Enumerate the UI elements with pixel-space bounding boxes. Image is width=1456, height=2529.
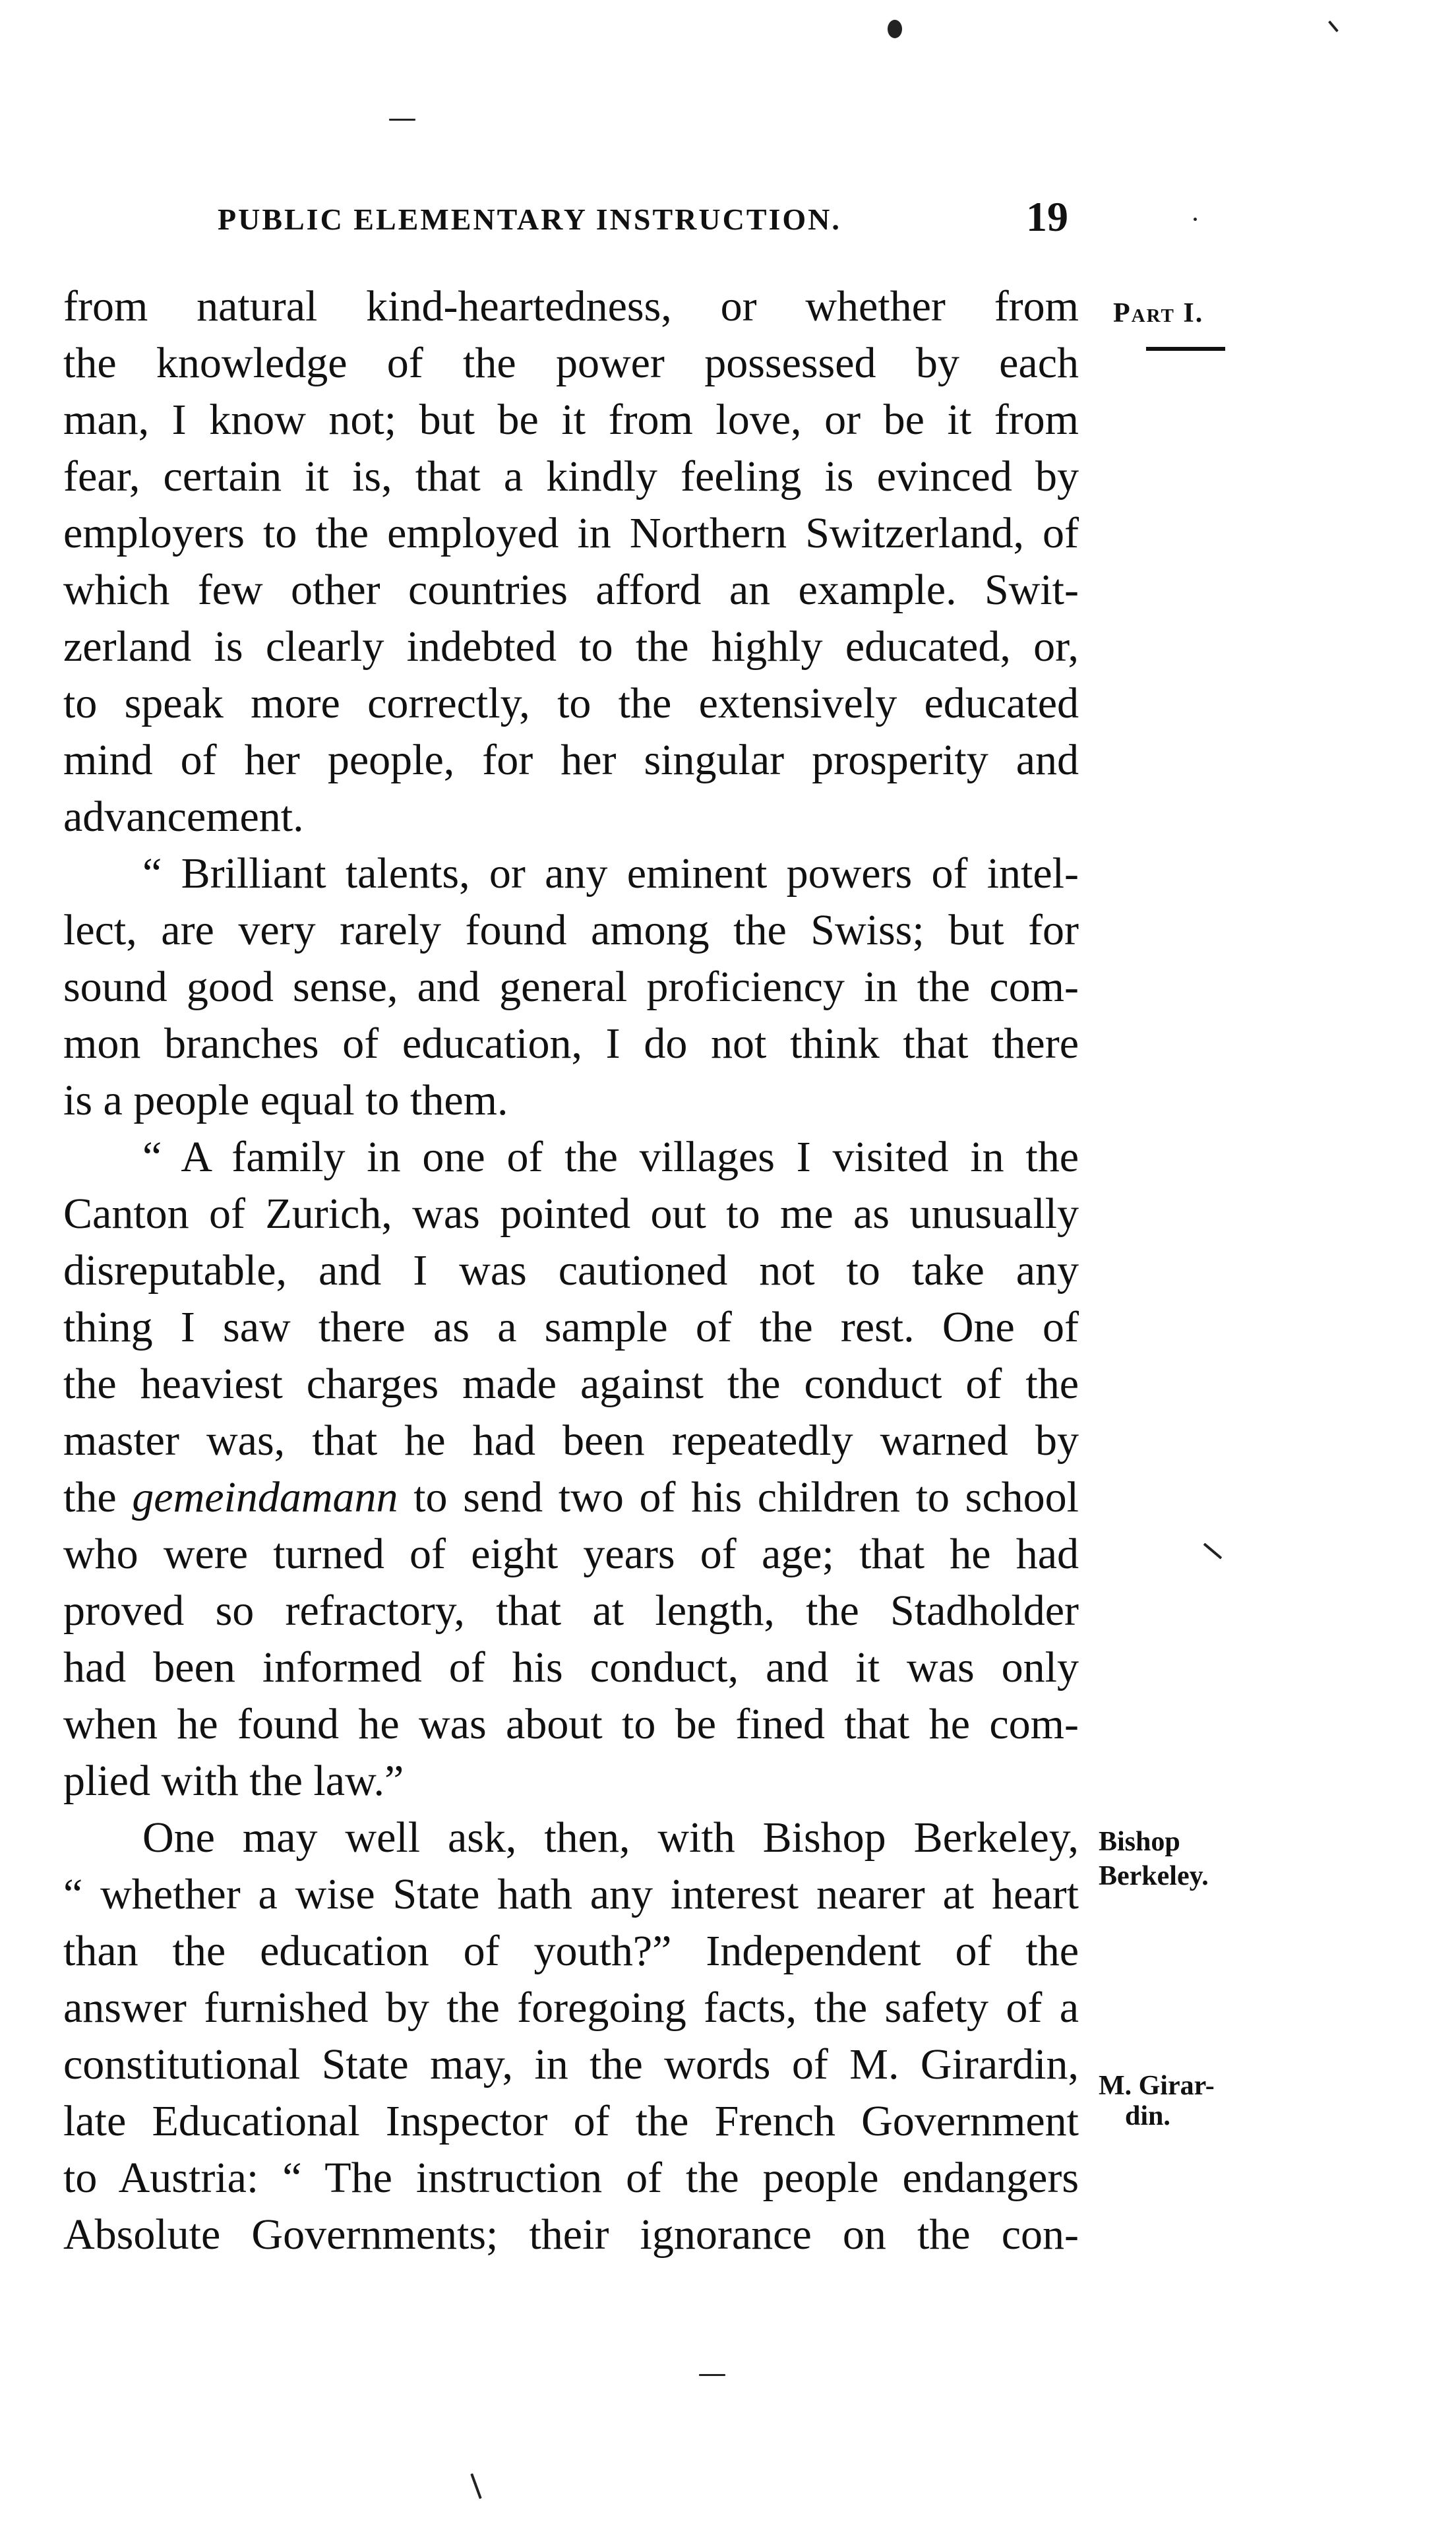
text-line: advancement. xyxy=(63,793,304,841)
text-line: answer furnished by the foregoing facts, the safety of a xyxy=(63,1984,1079,2032)
page-number: 19 xyxy=(1026,193,1068,240)
scan-speck xyxy=(1203,1543,1223,1560)
margin-note-girardin-line2: din. xyxy=(1125,2101,1170,2131)
text-line: is a people equal to them. xyxy=(63,1076,508,1124)
text-line: constitutional State may, in the words of M. Girardin, xyxy=(63,2040,1079,2088)
text-line: “ A family in one of the villages I visited in the xyxy=(142,1133,1079,1181)
running-title: PUBLIC ELEMENTARY INSTRUCTION. xyxy=(218,202,841,236)
text-line: “ Brilliant talents, or any eminent powers of intel- xyxy=(142,849,1079,898)
text-line: lect, are very rarely found among the Swiss; but for xyxy=(63,906,1079,954)
text-line: late Educational Inspector of the French Government xyxy=(63,2097,1079,2145)
text-line: the knowledge of the power possessed by each xyxy=(63,339,1079,387)
scan-speck xyxy=(1194,218,1197,221)
text-line: fear, certain it is, that a kindly feeling is evinced by xyxy=(63,452,1079,501)
text-fragment: the xyxy=(63,1473,117,1521)
text-line: which few other countries afford an example. Swit- xyxy=(63,566,1079,614)
body-text xyxy=(63,278,1079,2263)
text-line: had been informed of his conduct, and it was only xyxy=(63,1643,1079,1691)
text-line: “ whether a wise State hath any interest nearer at heart xyxy=(63,1870,1079,1918)
text-line: from natural kind-heartedness, or whether from xyxy=(63,282,1079,330)
text-line: mind of her people, for her singular prosperity and xyxy=(63,736,1079,784)
part-rule-divider xyxy=(1146,347,1225,351)
text-line: employers to the employed in Northern Switzerland, of xyxy=(63,509,1079,557)
margin-note-berkeley xyxy=(1099,1827,1209,1891)
text-line: the heaviest charges made against the conduct of the xyxy=(63,1360,1079,1408)
scan-speck xyxy=(470,2474,481,2499)
text-line: thing I saw there as a sample of the rest. One of xyxy=(63,1303,1079,1351)
text-line: than the education of youth?” Independent of the xyxy=(63,1927,1079,1975)
text-line-with-italic xyxy=(63,1469,1079,1526)
text-line: sound good sense, and general proficiency in the com- xyxy=(63,963,1079,1011)
text-fragment: to send two of his children to school xyxy=(413,1473,1079,1521)
text-line: to speak more correctly, to the extensively educated xyxy=(63,679,1079,727)
text-line: mon branches of education, I do not think that there xyxy=(63,1020,1079,1068)
scan-speck xyxy=(888,20,902,38)
margin-note-berkeley-line2: Berkeley. xyxy=(1099,1861,1209,1891)
text-line: One may well ask, then, with Bishop Berkeley, xyxy=(142,1813,1079,1862)
scan-speck xyxy=(1328,20,1339,32)
scan-speck xyxy=(389,119,415,121)
margin-note-girardin xyxy=(1099,2071,1215,2131)
text-line: proved so refractory, that at length, the Stadholder xyxy=(63,1587,1079,1635)
margin-note-girardin-line1: M. Girar- xyxy=(1099,2071,1215,2101)
italic-term: gemeindamann xyxy=(132,1473,398,1521)
text-line: disreputable, and I was cautioned not to take any xyxy=(63,1246,1079,1295)
text-line: Absolute Governments; their ignorance on the con- xyxy=(63,2210,1079,2259)
text-line: master was, that he had been repeatedly warned by xyxy=(63,1417,1079,1465)
text-line: to Austria: “ The instruction of the people endangers xyxy=(63,2154,1079,2202)
text-line: zerland is clearly indebted to the highly educated, or, xyxy=(63,623,1079,671)
margin-note-berkeley-line1: Bishop xyxy=(1099,1827,1180,1857)
text-line: plied with the law.” xyxy=(63,1757,404,1805)
text-line: who were turned of eight years of age; that he had xyxy=(63,1530,1079,1578)
scan-speck xyxy=(699,2374,725,2376)
page-header xyxy=(171,193,1068,249)
text-line: man, I know not; but be it from love, or be it from xyxy=(63,396,1079,444)
margin-note-part-label: Part I. xyxy=(1113,298,1204,328)
text-line: when he found he was about to be fined that he com- xyxy=(63,1700,1079,1748)
margin-note-part xyxy=(1113,298,1203,328)
text-line: Canton of Zurich, was pointed out to me as unusually xyxy=(63,1190,1079,1238)
